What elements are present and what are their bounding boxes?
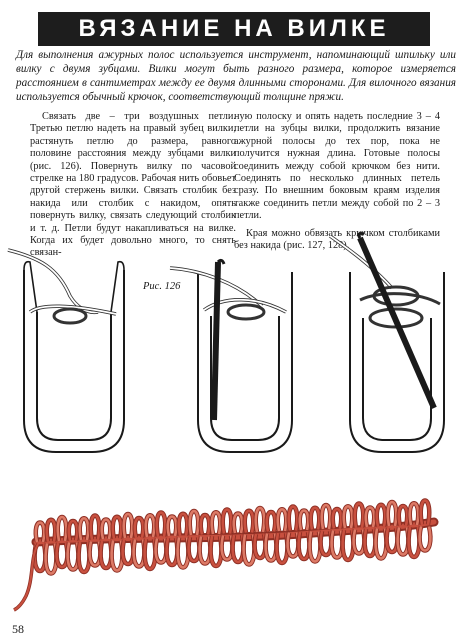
fork-illustration-3 [330, 234, 444, 453]
body-paragraph: ную полоску и опять надеть последние 3 – 4 петли на зубцы вилки, продолжить вязание ажурной полосы до тех пор, пока не получится нужная длина. Готовые полосы соединить между собой крючком без нити. Соединять по несколько длинных петель сразу. По внешним боковым краям изделия также соединить петли между собой по 2 – 3 петли. [234, 111, 440, 222]
body-paragraph: Края можно обвязать крючком столбиками без накида (рис. 127, 128). [234, 227, 440, 252]
page-number: 58 [12, 622, 24, 636]
hairpin-fork-illustrations [0, 228, 468, 468]
intro-paragraph: Для выполнения ажурных полос используется инструмент, напоминающий шпильку или вилку с двумя зубцами. Вилки могут быть разного размера, которое измеряется расстоянием в сантиметрах между ее двумя длинными сторонами. Для вилочного вязания используется обычный крючок, соответствующий толщине пряжи. [16, 49, 456, 103]
crochet-strip-photo [0, 478, 468, 613]
body-paragraph: Связать две – три воздушных петли. Третью петлю надеть на правый зубец вилки, растянуть петлю до размера, равного половине расстояния между зубцами вилки (рис. 126). Повернуть вилку по часовой стрелке на 180 градусов. Рабочая нить обовьет другой стержень вилки. Связать столбик без накида или столбик с накидом, опять повернуть вилку, связать следующий столбик и т. д. Петли будут накапливаться на вилке. Когда их будет довольно много, то снять связан- [30, 111, 236, 259]
knitted-strip [14, 501, 434, 611]
fork-illustration-1 [8, 250, 124, 452]
figure-caption: Рис. 126 [143, 281, 181, 292]
fork-illustration-2 [170, 260, 292, 452]
page-title: ВЯЗАНИЕ НА ВИЛКЕ [38, 12, 430, 46]
